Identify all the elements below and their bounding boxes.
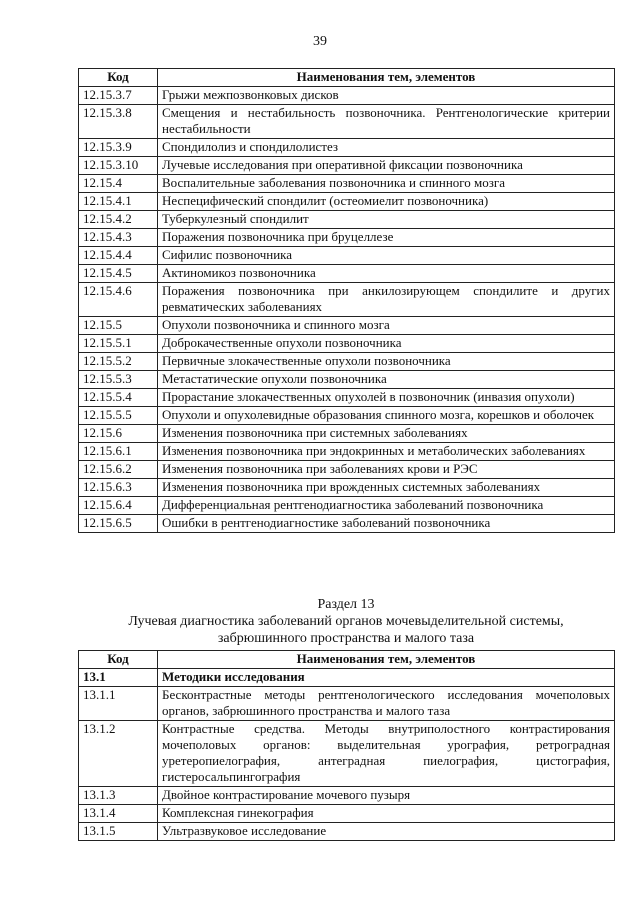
table-row [79,353,615,371]
topics-table-section-13 [78,650,615,841]
row-topic-name: Метастатические опухоли позвоночника [158,371,615,389]
topics-table-section-12 [78,68,615,533]
row-code: 12.15.5.4 [79,389,158,407]
row-code: 12.15.4.5 [79,265,158,283]
row-code: 13.1.4 [79,805,158,823]
row-topic-name: Изменения позвоночника при эндокринных и метаболических заболеваниях [158,443,615,461]
column-header-code: Код [79,651,158,669]
table-row [79,687,615,721]
table-row [79,497,615,515]
table-row [79,317,615,335]
row-topic-name: Бесконтрастные методы рентгенологического исследования мочеполовых органов, забрюшинного пространства и малого таза [158,687,615,721]
table-row [79,87,615,105]
section-title-line-2: забрюшинного пространства и малого таза [217,631,475,646]
row-code: 12.15.6.1 [79,443,158,461]
table-row [79,787,615,805]
table-row [79,247,615,265]
row-code: 12.15.5.1 [79,335,158,353]
row-code: 12.15.4.3 [79,229,158,247]
row-topic-name: Дифференциальная рентгенодиагностика заболеваний позвоночника [158,497,615,515]
row-topic-name: Грыжи межпозвонковых дисков [158,87,615,105]
row-topic-name: Изменения позвоночника при врожденных системных заболеваниях [158,479,615,497]
row-code: 12.15.6.4 [79,497,158,515]
row-topic-name: Первичные злокачественные опухоли позвоночника [158,353,615,371]
row-topic-name: Двойное контрастирование мочевого пузыря [158,787,615,805]
table-row [79,283,615,317]
row-topic-name: Поражения позвоночника при анкилозирующем спондилите и других ревматических заболеваниях [158,283,615,317]
row-topic-name: Изменения позвоночника при заболеваниях крови и РЭС [158,461,615,479]
column-header-name: Наименования тем, элементов [158,651,615,669]
row-topic-name: Методики исследования [158,669,615,687]
table-row [79,823,615,841]
table-row [79,443,615,461]
table-row [79,211,615,229]
table-row [79,669,615,687]
row-topic-name: Туберкулезный спондилит [158,211,615,229]
row-code: 12.15.4.4 [79,247,158,265]
row-topic-name: Доброкачественные опухоли позвоночника [158,335,615,353]
table-row [79,335,615,353]
row-code: 12.15.3.9 [79,139,158,157]
table-row [79,229,615,247]
table-row [79,805,615,823]
row-code: 12.15.4 [79,175,158,193]
table-header-row [79,69,615,87]
row-topic-name: Опухоли позвоночника и спинного мозга [158,317,615,335]
table-row [79,157,615,175]
section-title-line-1: Лучевая диагностика заболеваний органов мочевыделительной системы, [128,614,564,629]
row-code: 12.15.3.7 [79,87,158,105]
row-code: 13.1.3 [79,787,158,805]
row-code: 12.15.3.10 [79,157,158,175]
table-row [79,479,615,497]
row-topic-name: Комплексная гинекография [158,805,615,823]
row-topic-name: Поражения позвоночника при бруцеллезе [158,229,615,247]
table-row [79,425,615,443]
row-topic-name: Опухоли и опухолевидные образования спинного мозга, корешков и оболочек [158,407,615,425]
row-code: 12.15.6.3 [79,479,158,497]
row-code: 12.15.4.6 [79,283,158,317]
row-topic-name: Изменения позвоночника при системных заболеваниях [158,425,615,443]
row-topic-name: Ошибки в рентгенодиагностике заболеваний позвоночника [158,515,615,533]
section-heading [78,596,614,647]
row-code: 13.1 [79,669,158,687]
table-row [79,265,615,283]
row-topic-name: Лучевые исследования при оперативной фиксации позвоночника [158,157,615,175]
row-code: 12.15.3.8 [79,105,158,139]
table-header-row [79,651,615,669]
row-topic-name: Актиномикоз позвоночника [158,265,615,283]
row-topic-name: Контрастные средства. Методы внутриполостного контрастирования мочеполовых органов: выделительная урография, ретроградная уретеропиелография, антеградная пиелография, цистография, гистеросальпингография [158,721,615,787]
row-topic-name: Воспалительные заболевания позвоночника и спинного мозга [158,175,615,193]
table-row [79,389,615,407]
table-row [79,721,615,787]
row-code: 13.1.2 [79,721,158,787]
column-header-code: Код [79,69,158,87]
table-row [79,105,615,139]
table-row [79,139,615,157]
row-code: 13.1.5 [79,823,158,841]
row-topic-name: Сифилис позвоночника [158,247,615,265]
table-row [79,515,615,533]
row-code: 12.15.6 [79,425,158,443]
table-row [79,371,615,389]
row-topic-name: Ультразвуковое исследование [158,823,615,841]
page-number: 39 [313,34,327,49]
column-header-name: Наименования тем, элементов [158,69,615,87]
row-code: 13.1.1 [79,687,158,721]
table-row [79,175,615,193]
table-row [79,461,615,479]
row-topic-name: Прорастание злокачественных опухолей в позвоночник (инвазия опухоли) [158,389,615,407]
section-label: Раздел 13 [317,597,375,612]
row-code: 12.15.4.2 [79,211,158,229]
row-code: 12.15.5.5 [79,407,158,425]
row-topic-name: Неспецифический спондилит (остеомиелит позвоночника) [158,193,615,211]
row-code: 12.15.6.5 [79,515,158,533]
row-code: 12.15.5 [79,317,158,335]
row-code: 12.15.4.1 [79,193,158,211]
table-row [79,193,615,211]
row-code: 12.15.5.2 [79,353,158,371]
row-code: 12.15.6.2 [79,461,158,479]
row-topic-name: Спондилолиз и спондилолистез [158,139,615,157]
table-row [79,407,615,425]
row-code: 12.15.5.3 [79,371,158,389]
row-topic-name: Смещения и нестабильность позвоночника. Рентгенологические критерии нестабильности [158,105,615,139]
